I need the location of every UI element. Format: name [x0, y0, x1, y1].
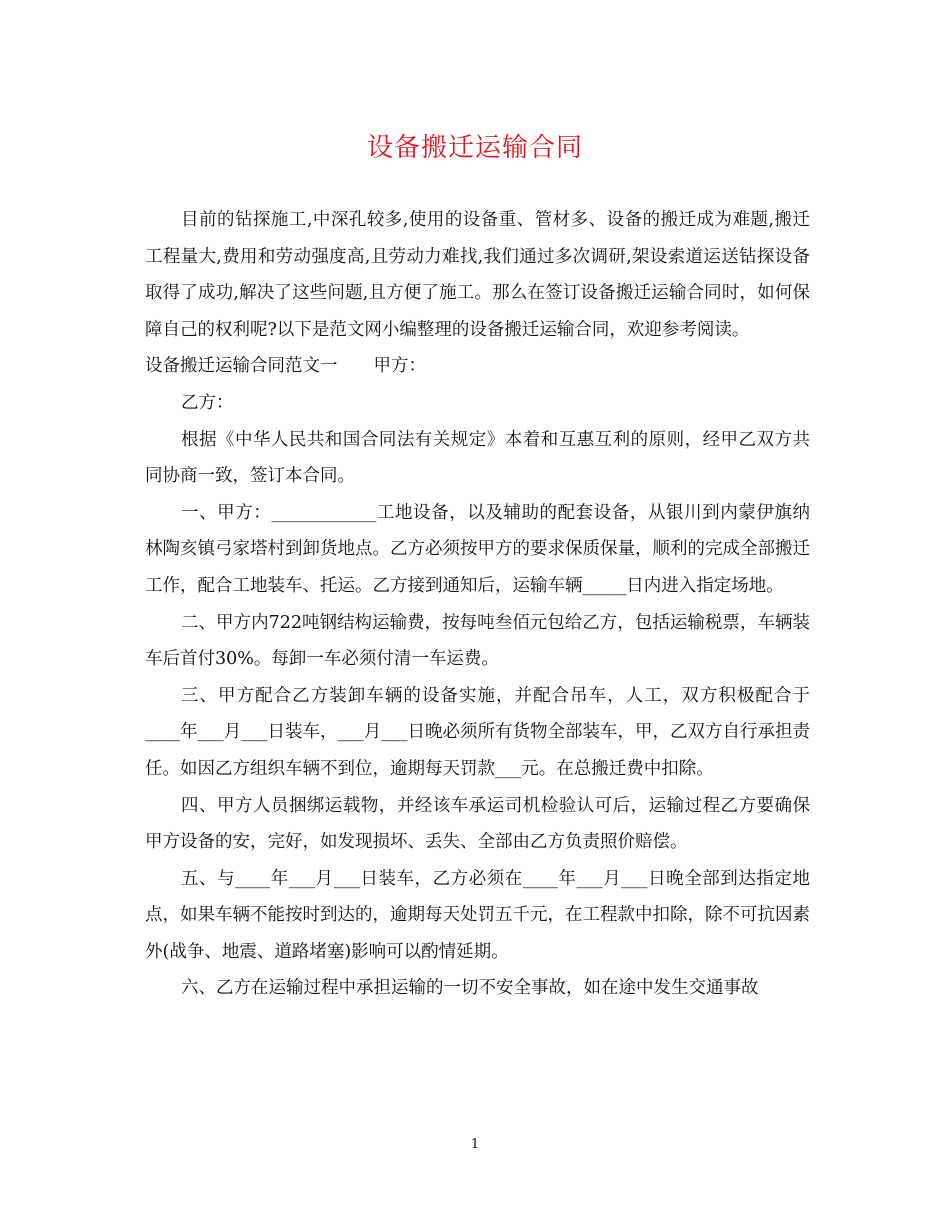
intro-paragraph: 目前的钻探施工,中深孔较多,使用的设备重、管材多、设备的搬迁成为难题,搬迁工程量大,费用和劳动强度高,且劳动力难找,我们通过多次调研,架设索道运送钻探设备取得了成功,解决了这些问题,且方便了施工。那么在签订设备搬迁运输合同时，如何保障自己的权利呢?以下是范文网小编整理的设备搬迁运输合同，欢迎参考阅读。 [145, 210, 810, 340]
document-body [145, 202, 810, 1007]
clause-4-paragraph: 四、甲方人员捆绑运载物，并经该车承运司机检验认可后，运输过程乙方要确保甲方设备的安，完好，如发现损坏、丢失、全部由乙方负责照价赔偿。 [145, 795, 810, 853]
party-a-label: 甲方： [373, 356, 426, 377]
preamble-paragraph: 根据《中华人民共和国合同法有关规定》本着和互惠互利的原则，经甲乙双方共同协商一致，签订本合同。 [145, 429, 810, 487]
clause-5-paragraph: 五、与____年___月___日装车，乙方必须在____年___月___日晚全部到达指定地点，如果车辆不能按时到达的，逾期每天处罚五千元，在工程款中扣除，除不可抗因素外(战争、地震、道路堵塞)影响可以酌情延期。 [145, 868, 810, 962]
clause-6-paragraph: 六、乙方在运输过程中承担运输的一切不安全事故，如在途中发生交通事故 [181, 978, 759, 999]
document-title: 设备搬迁运输合同 [366, 133, 583, 163]
sample-heading: 设备搬迁运输合同范文一 [145, 356, 338, 377]
clause-1-paragraph: 一、甲方：____________工地设备，以及辅助的配套设备，从银川到内蒙伊旗纳林陶亥镇弓家塔村到卸货地点。乙方必须按甲方的要求保质保量，顺利的完成全部搬迁工作，配合工地装车、托运。乙方接到通知后，运输车辆_____日内进入指定场地。 [145, 502, 810, 596]
page-number: 1 [470, 1137, 480, 1152]
sample-heading-line [145, 348, 810, 385]
clause-2-paragraph: 二、甲方内722吨钢结构运输费，按每吨叁佰元包给乙方，包括运输税票，车辆装车后首付30%。每卸一车必须付清一车运费。 [145, 612, 810, 670]
clause-3-paragraph: 三、甲方配合乙方装卸车辆的设备实施，并配合吊车，人工，双方积极配合于____年___月___日装车，___月___日晚必须所有货物全部装车，甲，乙双方自行承担责任。如因乙方组织车辆不到位，逾期每天罚款___元。在总搬迁费中扣除。 [145, 685, 810, 779]
party-b-label: 乙方： [181, 392, 234, 413]
